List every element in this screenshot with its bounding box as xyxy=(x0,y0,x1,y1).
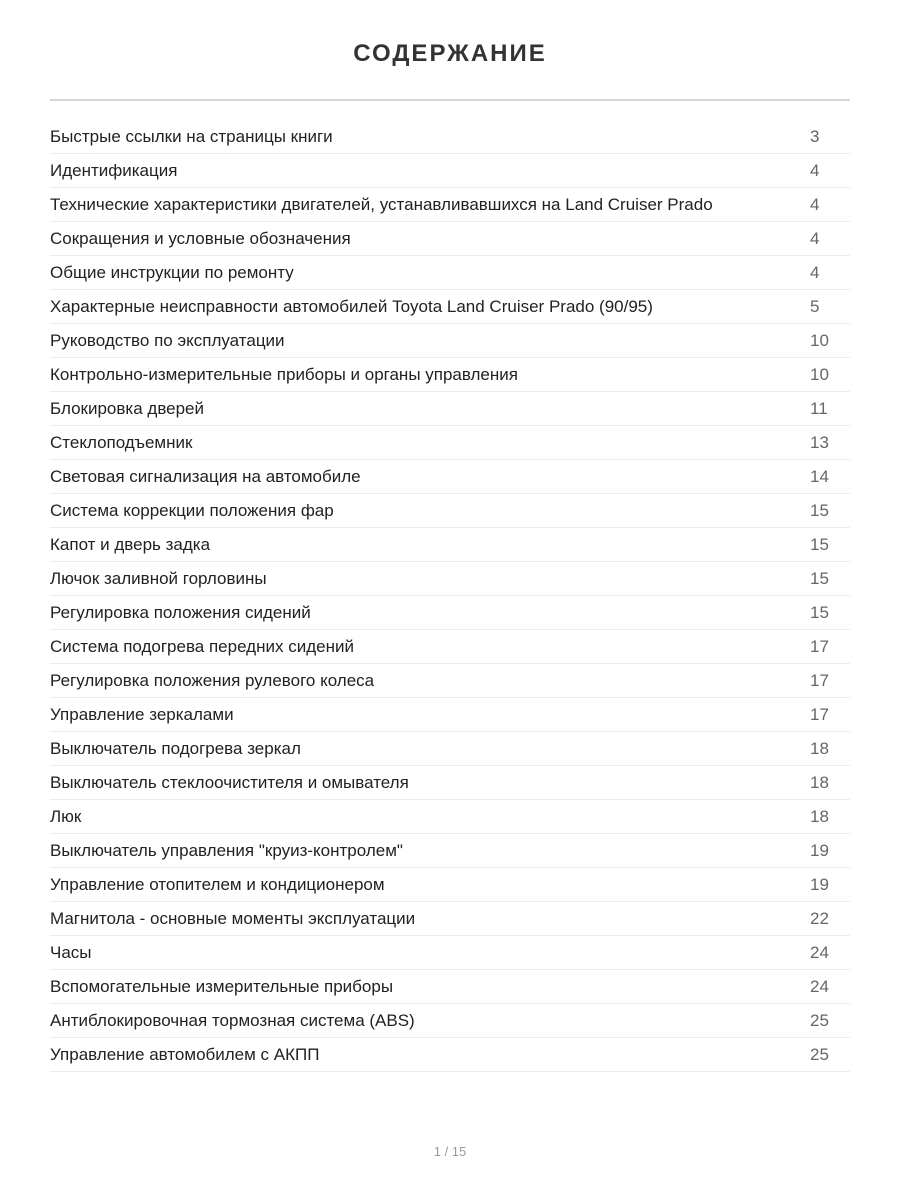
toc-entry-title: Регулировка положения рулевого колеса xyxy=(50,670,375,690)
toc-entry-title: Идентификация xyxy=(50,160,178,180)
toc-entry-page: 4 xyxy=(810,262,820,282)
toc-entry[interactable] xyxy=(50,154,850,188)
toc-entry-page: 25 xyxy=(810,1044,829,1064)
table-of-contents xyxy=(50,120,850,1072)
toc-entry[interactable] xyxy=(50,698,850,732)
toc-entry[interactable] xyxy=(50,732,850,766)
toc-entry-title: Блокировка дверей xyxy=(50,398,205,418)
toc-entry[interactable] xyxy=(50,596,850,630)
page-title: СОДЕРЖАНИЕ xyxy=(353,40,547,67)
toc-entry[interactable] xyxy=(50,120,850,154)
toc-entry-title: Регулировка положения сидений xyxy=(50,602,311,622)
toc-entry-page: 15 xyxy=(810,602,829,622)
toc-entry-page: 11 xyxy=(810,398,828,418)
toc-entry[interactable] xyxy=(50,664,850,698)
toc-entry[interactable] xyxy=(50,222,850,256)
toc-entry-page: 19 xyxy=(810,874,829,894)
toc-entry-title: Система коррекции положения фар xyxy=(50,500,334,520)
toc-entry-page: 18 xyxy=(810,772,829,792)
toc-entry[interactable] xyxy=(50,902,850,936)
toc-entry-page: 4 xyxy=(810,228,820,248)
toc-entry-page: 18 xyxy=(810,806,829,826)
toc-entry-page: 10 xyxy=(810,330,829,350)
toc-entry-title: Часы xyxy=(50,942,92,962)
toc-entry-title: Общие инструкции по ремонту xyxy=(50,262,294,282)
toc-entry-title: Управление зеркалами xyxy=(50,704,234,724)
toc-entry-title: Руководство по эксплуатации xyxy=(50,330,285,350)
toc-entry-title: Система подогрева передних сидений xyxy=(50,636,354,656)
toc-entry[interactable] xyxy=(50,290,850,324)
toc-entry-page: 5 xyxy=(810,296,820,316)
toc-entry-title: Выключатель управления "круиз-контролем" xyxy=(50,840,403,860)
toc-entry-title: Лючок заливной горловины xyxy=(50,568,267,588)
title-divider xyxy=(50,99,850,101)
toc-entry-page: 15 xyxy=(810,568,829,588)
toc-entry[interactable] xyxy=(50,766,850,800)
toc-entry-title: Контрольно-измерительные приборы и органы управления xyxy=(50,364,518,384)
toc-entry-title: Вспомогательные измерительные приборы xyxy=(50,976,394,996)
toc-entry[interactable] xyxy=(50,970,850,1004)
toc-entry-page: 19 xyxy=(810,840,829,860)
toc-entry-title: Сокращения и условные обозначения xyxy=(50,228,351,248)
toc-entry-title: Люк xyxy=(50,806,82,826)
toc-entry-page: 4 xyxy=(810,194,820,214)
toc-entry-title: Выключатель подогрева зеркал xyxy=(50,738,301,758)
toc-entry[interactable] xyxy=(50,562,850,596)
toc-entry-page: 15 xyxy=(810,534,829,554)
toc-entry-page: 4 xyxy=(810,160,820,180)
toc-entry-title: Технические характеристики двигателей, устанавливавшихся на Land Cruiser Prado xyxy=(50,194,713,214)
toc-entry-title: Антиблокировочная тормозная система (ABS) xyxy=(50,1010,415,1030)
toc-entry[interactable] xyxy=(50,426,850,460)
toc-entry-title: Выключатель стеклоочистителя и омывателя xyxy=(50,772,409,792)
toc-entry[interactable] xyxy=(50,834,850,868)
toc-entry-title: Управление автомобилем с АКПП xyxy=(50,1044,320,1064)
toc-entry-page: 18 xyxy=(810,738,829,758)
toc-entry-title: Быстрые ссылки на страницы книги xyxy=(50,126,333,146)
toc-entry-title: Магнитола - основные моменты эксплуатации xyxy=(50,908,416,928)
toc-entry[interactable] xyxy=(50,358,850,392)
toc-entry-page: 13 xyxy=(810,432,829,452)
toc-entry[interactable] xyxy=(50,188,850,222)
toc-entry-page: 3 xyxy=(810,126,820,146)
toc-entry-title: Характерные неисправности автомобилей Toyota Land Cruiser Prado (90/95) xyxy=(50,296,653,316)
toc-entry-page: 24 xyxy=(810,942,829,962)
toc-entry-title: Стеклоподъемник xyxy=(50,432,193,452)
toc-entry[interactable] xyxy=(50,528,850,562)
toc-entry[interactable] xyxy=(50,936,850,970)
toc-entry-page: 17 xyxy=(810,636,829,656)
toc-entry-page: 22 xyxy=(810,908,829,928)
toc-entry[interactable] xyxy=(50,630,850,664)
toc-entry[interactable] xyxy=(50,460,850,494)
toc-entry[interactable] xyxy=(50,800,850,834)
toc-entry[interactable] xyxy=(50,1038,850,1072)
toc-entry-title: Управление отопителем и кондиционером xyxy=(50,874,385,894)
toc-entry-page: 15 xyxy=(810,500,829,520)
toc-entry[interactable] xyxy=(50,494,850,528)
toc-entry-page: 14 xyxy=(810,466,829,486)
toc-entry-page: 25 xyxy=(810,1010,829,1030)
toc-entry[interactable] xyxy=(50,1004,850,1038)
toc-entry-title: Световая сигнализация на автомобиле xyxy=(50,466,361,486)
toc-entry-page: 10 xyxy=(810,364,829,384)
toc-entry-page: 17 xyxy=(810,704,829,724)
toc-entry-title: Капот и дверь задка xyxy=(50,534,211,554)
toc-entry-page: 24 xyxy=(810,976,829,996)
toc-entry[interactable] xyxy=(50,324,850,358)
toc-entry[interactable] xyxy=(50,256,850,290)
toc-entry[interactable] xyxy=(50,392,850,426)
toc-entry[interactable] xyxy=(50,868,850,902)
page-number-footer: 1 / 15 xyxy=(433,1144,467,1159)
toc-entry-page: 17 xyxy=(810,670,829,690)
